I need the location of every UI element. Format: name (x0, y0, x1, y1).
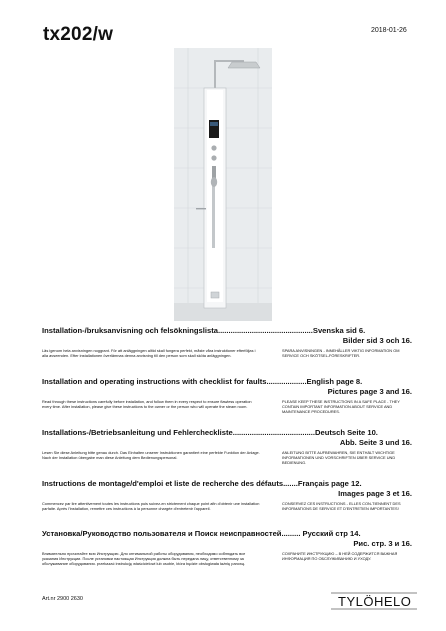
section-russian (42, 529, 412, 566)
section-heading: Installation and operating instructions with checklist for faults...................English page 8. (42, 377, 363, 386)
article-number: Art.nr 2900 2630 (42, 596, 83, 602)
shower-panel-photo (174, 48, 272, 321)
section-subheading: Bilder sid 3 och 16. (342, 336, 412, 345)
section-body: Read through these instructions carefully before installation, and follow them in every respect to ensure flawless operation every time. After installation, please give these instructions to the owner or the person who will operate the steam room. (42, 399, 252, 409)
section-body: Внимательно прочитайте всю Инструкцию. Для оптимальной работы оборудования, необходимо соблюдать все указания Инструкции. После установки настоящая Инструкция должна быть передана лицу, ответственному за обслуживание оборудования. przekazać instrukcję właścicielowi lub osobie, która będzie obsługiwała łaźnię parową. (42, 551, 246, 566)
section-notice: CONSERVEZ CES INSTRUCTIONS - ELLES CON-TIENNENT DES INFORMATIONS DE SERVICE ET D'ENTRETIEN IMPORTANTES! (282, 501, 401, 511)
section-heading: Installations-/Betriebsanleitung und Fehlercheckliste.......................................Deutsch Seite 10. (42, 428, 378, 437)
document-date: 2018-01-26 (371, 27, 407, 34)
section-body: Commencez par lire attentivement toutes les instructions puis suivez-en strictement chaque point afin d'obtenir une installation parfaite. Après l'installation, remettre ces instructions à la personne chargée d'entretenir l'appareil. (42, 501, 260, 511)
section-notice: СОХРАНИТЕ ИНСТРУКЦИЮ – В НЕЙ СОДЕРЖИТСЯ ВАЖНАЯ ИНФОРМАЦИЯ ПО ОБСЛУЖИВАНИЮ И УХОДУ. (282, 551, 398, 561)
section-heading: Установка/Руководство пользователя и Поиск неисправностей......... Русский стр 14. (42, 529, 361, 538)
section-body: Lesen Sie diese Anleitung bitte genau durch. Das Einhalten unserer Instruktionen garantiert eine perfekte Funktion der Anlage. Nach der Installation übergabe man diese Anleitung dem Bedienungspersonal. (42, 450, 260, 460)
brand-logo-text: TYLÖHELO (338, 594, 412, 609)
section-heading: Installation-/bruksanvisning och felsökningslista.............................................Svenska sid 6. (42, 326, 366, 335)
section-subheading: Images page 3 et 16. (338, 489, 412, 498)
section-subheading: Рис. стр. 3 и 16. (353, 539, 412, 548)
section-svenska (42, 326, 412, 358)
section-francais (42, 479, 412, 511)
section-subheading: Pictures page 3 and 16. (327, 387, 412, 396)
section-heading: Instructions de montage/d'emploi et liste de recherche des défauts.......Français page 12. (42, 479, 362, 488)
section-body: Läs igenom hela anvisningen noggrant. För att anläggningen alltid skall fungera perfekt, måste våra instruktioner efterföljas i alla avseenden. Efter installationen överlämnas denna anvisning till den person som skall sköta anläggningen. (42, 348, 256, 358)
section-deutsch (42, 428, 412, 465)
section-english (42, 377, 412, 414)
section-subheading: Abb. Seite 3 und 16. (339, 438, 412, 447)
section-notice: SPARA ANVISNINGEN - INNEHÅLLER VIKTIG INFORMATION OM SERVICE OCH SKÖTSEL-FÖRESKRIFTER. (282, 348, 400, 358)
document-title: tx202/w (43, 24, 114, 45)
section-notice: ANLEITUNG BITTE AUFBEWAHREN, SIE ENTHÄLT WICHTIGE INFORMATIONEN UND VORSCHRIFTEN ÜBER SERVICE UND BEDIENUNG. (282, 450, 396, 465)
section-notice: PLEASE KEEP THESE INSTRUCTIONS IN A SAFE PLACE - THEY CONTAIN IMPORTANT INFORMATION ABOUT SERVICE AND MAINTENANCE PROCEDURES. (282, 399, 400, 414)
